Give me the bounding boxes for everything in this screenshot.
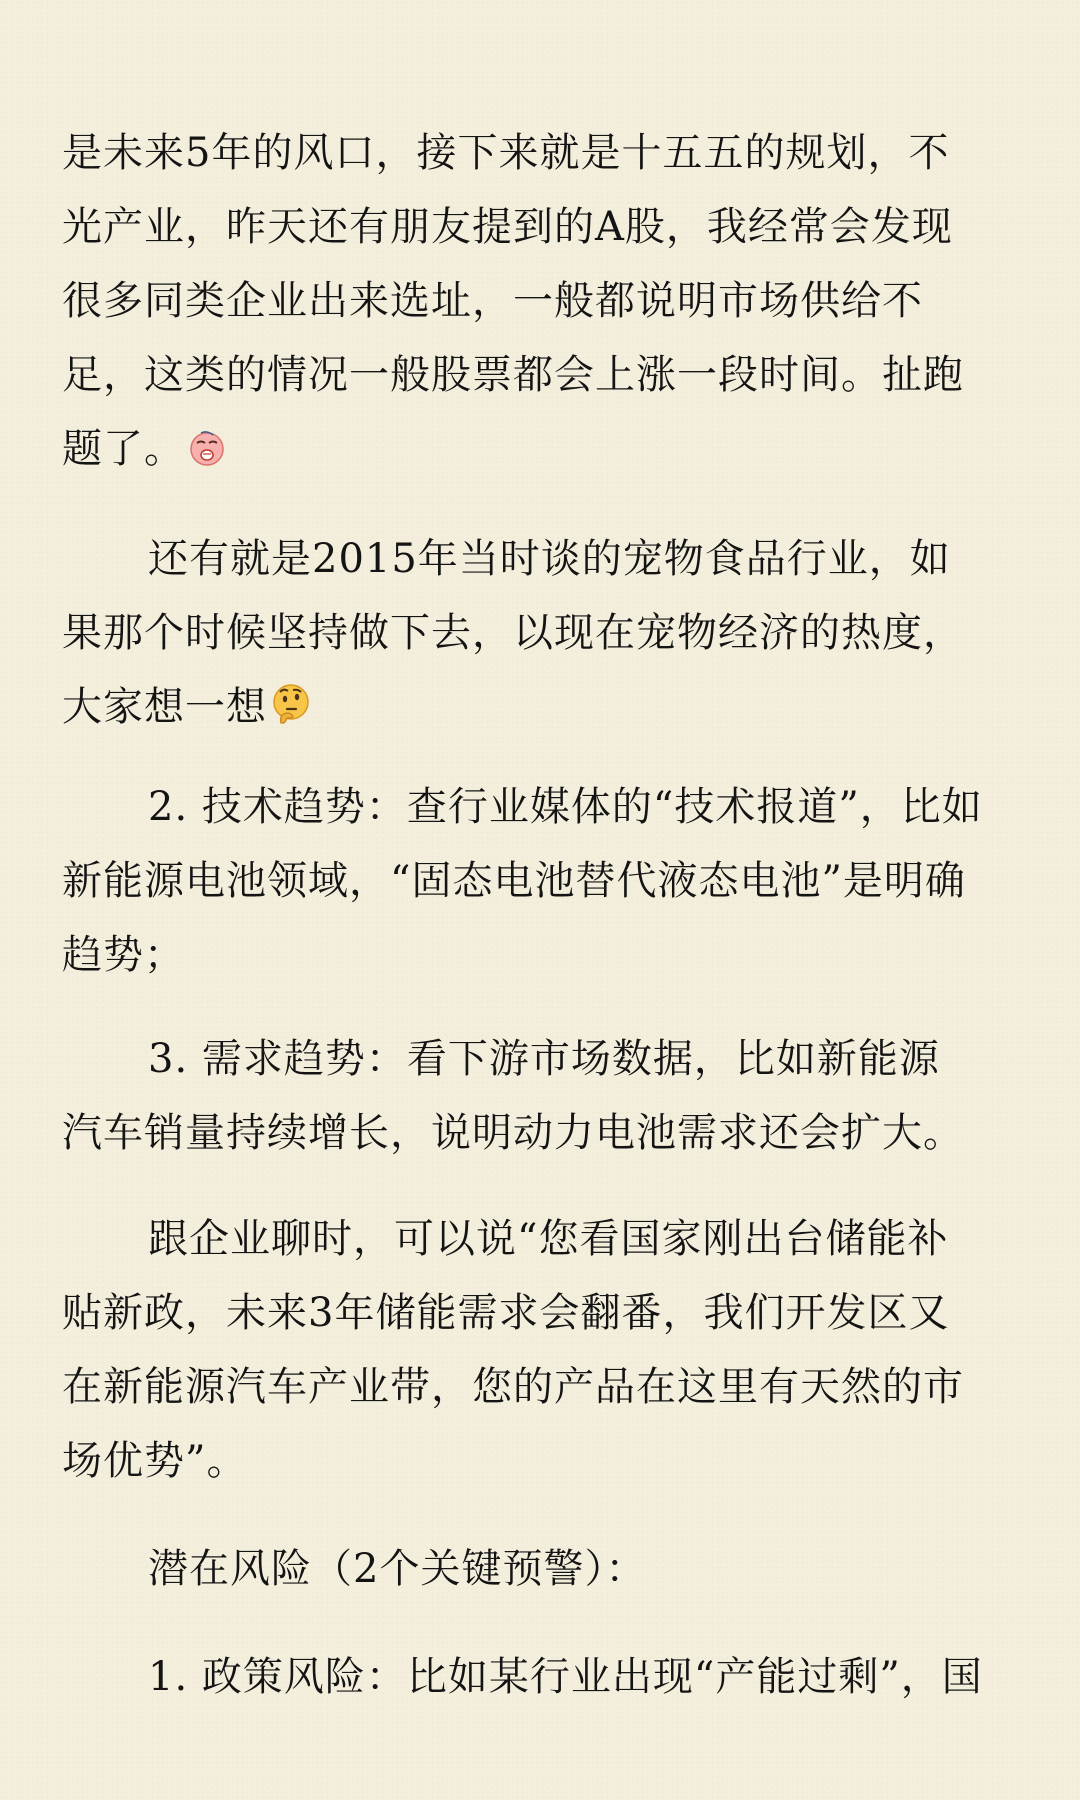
text-line: 新能源电池领域，“固态电池替代液态电池”是明确 (62, 858, 966, 904)
text-line: 贴新政，未来3年储能需求会翻番，我们开发区又 (62, 1290, 950, 1336)
paragraph-pet-food (62, 522, 1022, 744)
text-line: 题了。 (62, 426, 185, 472)
text-line: 还有就是2015年当时谈的宠物食品行业，如 (148, 536, 951, 582)
paragraph-demand-trend (62, 1022, 1022, 1170)
section-heading: 潜在风险（2个关键预警）： (148, 1546, 647, 1592)
text-line: 趋势； (62, 932, 185, 978)
text-line: 很多同类企业出来选址，一般都说明市场供给不 (62, 278, 923, 324)
text-line: 在新能源汽车产业带，您的产品在这里有天然的市 (62, 1364, 964, 1410)
text-line: 场优势”。 (62, 1438, 248, 1484)
text-line: 是未来5年的风口，接下来就是十五五的规划，不 (62, 130, 950, 176)
paragraph-pitch-script (62, 1202, 1022, 1498)
text-line: 2. 技术趋势：查行业媒体的“技术报道”，比如 (148, 784, 983, 830)
paragraph-risk-heading (62, 1532, 1022, 1606)
text-line: 足，这类的情况一般股票都会上涨一段时间。扯跑 (62, 352, 964, 398)
text-line: 3. 需求趋势：看下游市场数据，比如新能源 (148, 1036, 940, 1082)
thinking-face-icon (269, 676, 313, 750)
text-line-with-emoji (62, 670, 1022, 744)
paragraph-industry-outlook (62, 116, 1022, 486)
text-line: 1. 政策风险：比如某行业出现“产能过剩”，国 (148, 1654, 983, 1700)
text-line: 汽车销量持续增长，说明动力电池需求还会扩大。 (62, 1110, 964, 1156)
sleepy-face-icon (187, 418, 227, 492)
paragraph-policy-risk (62, 1640, 1022, 1714)
text-line-with-emoji (62, 412, 1022, 486)
text-line: 大家想一想 (62, 684, 267, 730)
text-line: 光产业，昨天还有朋友提到的A股，我经常会发现 (62, 204, 953, 250)
paragraph-tech-trend (62, 770, 1022, 992)
text-line: 跟企业聊时，可以说“您看国家刚出台储能补 (148, 1216, 949, 1262)
text-line: 果那个时候坚持做下去，以现在宠物经济的热度， (62, 610, 964, 656)
